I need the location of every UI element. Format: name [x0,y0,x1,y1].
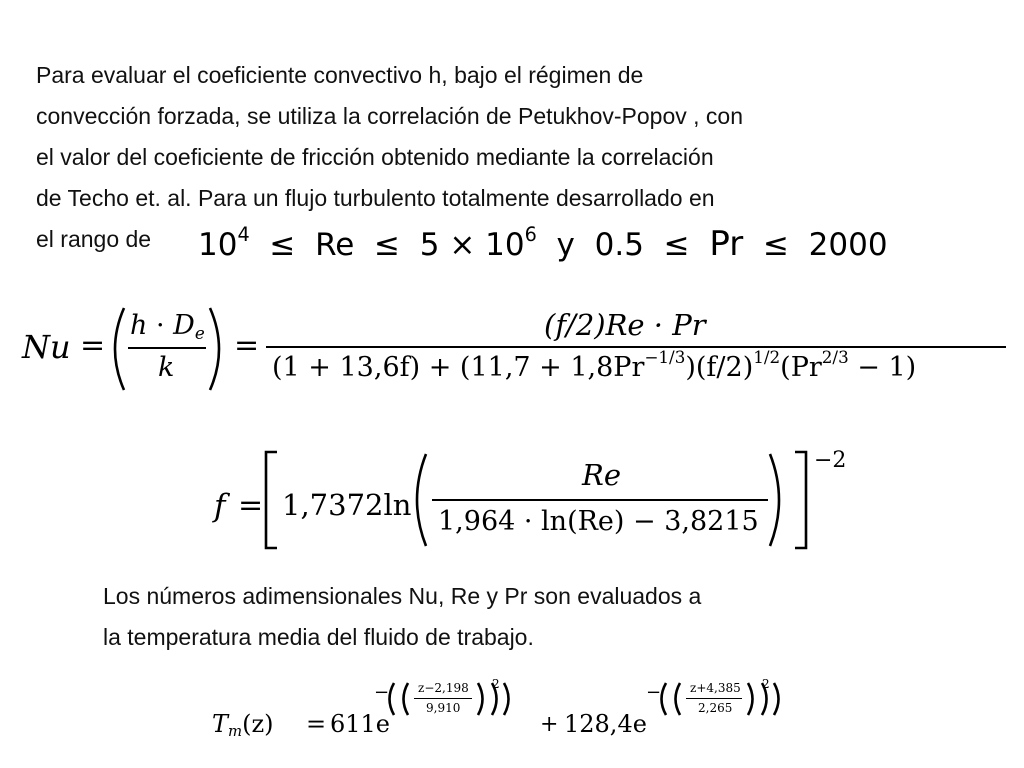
range-inequality [198,224,888,264]
left-bracket-icon [262,450,280,550]
nu-numerator: (f/2)Re · Pr [544,308,706,342]
k-denominator: k [158,352,175,383]
right-paren-icon [206,306,230,392]
le-symbol: ≤ [663,227,690,263]
intro-line: de Techo et. al. Para un flujo turbulento totalmente desarrollado en [36,185,715,211]
le-symbol: ≤ [762,227,789,263]
equals-sign: = [234,328,260,363]
pr-low: 0.5 [594,227,644,263]
right-paren-icon [500,682,514,718]
re-high: $5 \times 10^6$ [419,222,537,263]
left-paren-icon [384,682,412,718]
fraction-bar [266,346,1006,348]
exp2-numerator: z+4,385 [690,681,741,695]
right-bracket-icon [792,450,810,550]
nu-symbol: Nu [22,328,71,366]
exp1-numerator: z−2,198 [418,681,469,695]
fraction-bar [128,347,206,349]
exp1-denominator: 9,910 [426,701,461,715]
minus-sign: − [646,682,662,703]
pr-symbol: Pr [709,224,744,264]
outro-line: la temperatura media del fluido de trabajo. [103,624,534,650]
le-symbol: ≤ [269,227,296,263]
fraction-bar [432,499,768,501]
re-low: $10^4$ [198,222,250,263]
intro-line: el valor del coeficiente de fricción obtenido mediante la correlación [36,144,714,170]
conjunction: y [556,227,575,263]
left-paren-icon [656,682,684,718]
le-symbol: ≤ [374,227,401,263]
tm-symbol: $T_m(z)$ [212,710,274,741]
exp1-square: 2 [492,677,500,691]
equals-sign: = [80,328,106,363]
intro-line: el rango de [36,226,152,252]
intro-line: convección forzada, se utiliza la correlación de Petukhov-Popov , con [36,103,744,129]
fraction-bar [686,698,742,699]
equals-sign: = [238,488,264,523]
term-a-coefficient: 611e [330,710,391,738]
friction-numerator: Re [582,458,621,492]
plus-sign: + [540,712,559,737]
h-de-numerator: $h \cdot D_e$ [130,310,205,344]
left-paren-icon [406,452,430,548]
term-b-coefficient: 128,4e [564,710,647,738]
exp2-square: 2 [762,677,770,691]
exp2-denominator: 2,265 [698,701,733,715]
nu-denominator: $(1 + 13,6f) + (11,7 + 1,8Pr^{-1/3})(f/2)^{1/2}(Pr^{2/3} - 1)$ [272,347,917,383]
f-symbol: f [214,488,226,524]
outro-paragraph [103,576,1003,658]
right-paren-icon [770,682,784,718]
pr-high: 2000 [808,227,888,263]
outro-line: Los números adimensionales Nu, Re y Pr son evaluados a [103,583,702,609]
re-symbol: Re [315,227,355,263]
minus-sign: − [374,682,390,703]
fraction-bar [414,698,472,699]
left-paren-icon [104,306,128,392]
friction-exponent: −2 [814,448,847,473]
intro-line: Para evaluar el coeficiente convectivo h, bajo el régimen de [36,62,644,88]
friction-coefficient: 1,7372ln [282,488,412,522]
equals-sign: = [306,710,327,738]
right-paren-icon [766,452,790,548]
friction-denominator: 1,964 · ln(Re) − 3,8215 [438,506,759,537]
